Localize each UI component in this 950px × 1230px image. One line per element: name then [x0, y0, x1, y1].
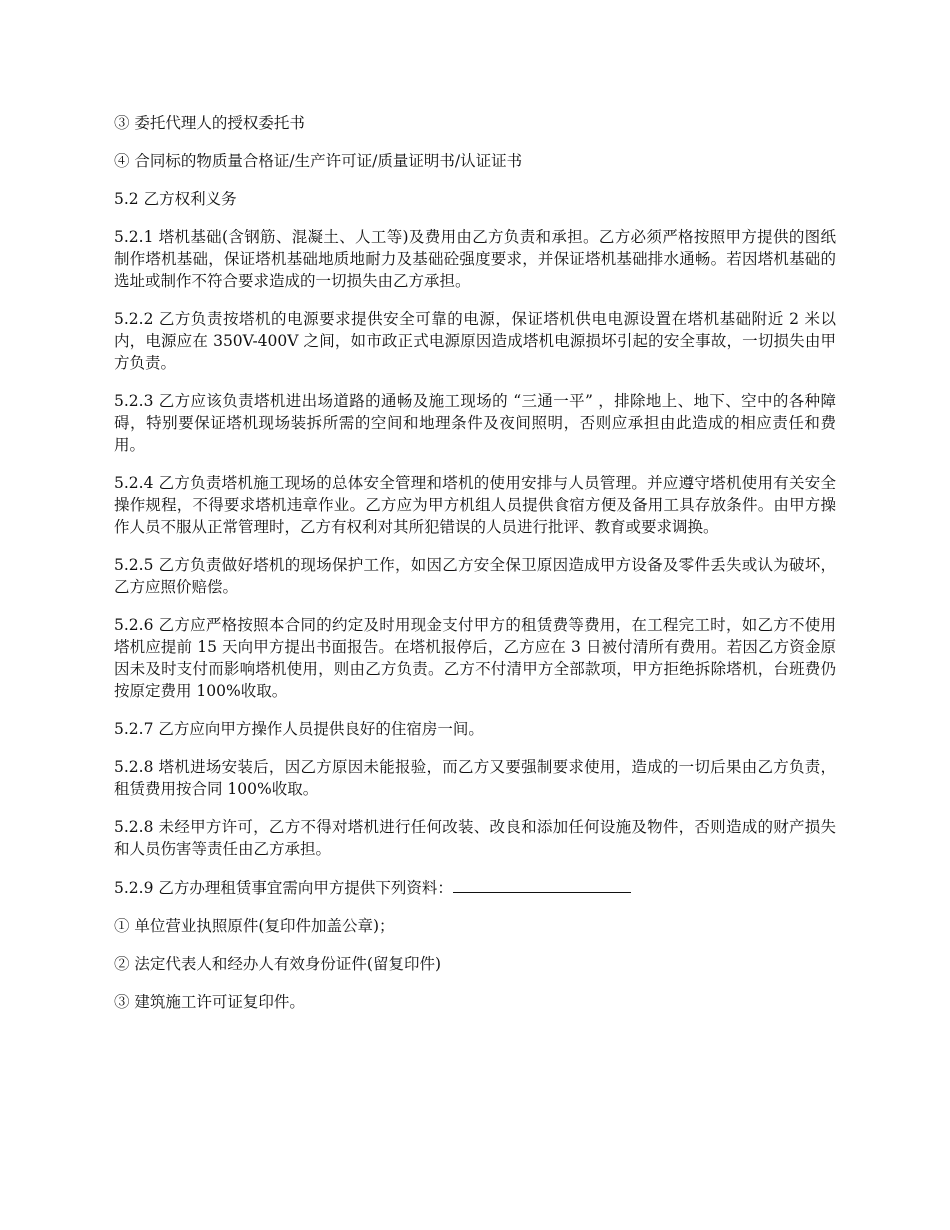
clause-5-2-4: 5.2.4 乙方负责塔机施工现场的总体安全管理和塔机的使用安排与人员管理。并应遵守塔机使用有关安全操作规程，不得要求塔机违章作业。乙方应为甲方机组人员提供食宿方便及备用工具存放条件。由甲方操作人员不服从正常管理时，乙方有权利对其所犯错误的人员进行批评、教育或要求调换。 — [114, 474, 836, 536]
clause-5-2-7: 5.2.7 乙方应向甲方操作人员提供良好的住宿房一间。 — [114, 720, 484, 738]
list-item-business-license: ① 单位营业执照原件(复印件加盖公章)； — [114, 917, 395, 935]
clause-5-2-6: 5.2.6 乙方应严格按照本合同的约定及时用现金支付甲方的租赁费等费用，在工程完工时，如乙方不使用塔机应提前 15 天向甲方提出书面报告。在塔机报停后，乙方应在 3 日被付清所有费用。若因乙方资金原因未及时支付而影响塔机使用，则由乙方负责。乙方不付清甲方全部款项，甲方拒绝拆除塔机，台班费仍按原定费用 100%收取。 — [114, 616, 836, 700]
list-item-construction-permit: ③ 建筑施工许可证复印件。 — [114, 993, 305, 1011]
fill-in-blank-line — [453, 876, 631, 893]
clause-5-2-1: 5.2.1 塔机基础(含钢筋、混凝土、人工等)及费用由乙方负责和承担。乙方必须严格按照甲方提供的图纸制作塔机基础，保证塔机基础地质地耐力及基础砼强度要求，并保证塔机基础排水通畅。若因塔机基础的选址或制作不符合要求造成的一切损失由乙方承担。 — [114, 228, 836, 290]
clause-5-2-8-b: 5.2.8 未经甲方许可，乙方不得对塔机进行任何改装、改良和添加任何设施及物件，否则造成的财产损失和人员伤害等责任由乙方承担。 — [114, 818, 836, 858]
clause-5-2-8-a: 5.2.8 塔机进场安装后，因乙方原因未能报验，而乙方又要强制要求使用，造成的一切后果由乙方负责，租赁费用按合同 100%收取。 — [114, 758, 836, 798]
clause-5-2-5: 5.2.5 乙方负责做好塔机的现场保护工作，如因乙方安全保卫原因造成甲方设备及零件丢失或认为破坏，乙方应照价赔偿。 — [114, 556, 836, 596]
section-heading-5-2: 5.2 乙方权利义务 — [114, 190, 237, 208]
clause-5-2-9 — [114, 876, 836, 899]
clause-5-2-2: 5.2.2 乙方负责按塔机的电源要求提供安全可靠的电源，保证塔机供电电源设置在塔机基础附近 2 米以内，电源应在 350V-400V 之间，如市政正式电源原因造成塔机电源损坏引起的安全事故，一切损失由甲方负责。 — [114, 310, 836, 372]
list-item-authorization: ③ 委托代理人的授权委托书 — [114, 114, 305, 132]
list-item-id-documents: ② 法定代表人和经办人有效身份证件(留复印件) — [114, 955, 442, 973]
list-item-certificates: ④ 合同标的物质量合格证/生产许可证/质量证明书/认证证书 — [114, 152, 523, 170]
document-body — [114, 112, 836, 1029]
clause-5-2-9-text: 5.2.9 乙方办理租赁事宜需向甲方提供下列资料： — [114, 879, 453, 897]
clause-5-2-3: 5.2.3 乙方应该负责塔机进出场道路的通畅及施工现场的 “三通一平” ，排除地上、地下、空中的各种障碍，特别要保证塔机现场装拆所需的空间和地理条件及夜间照明，否则应承担由此造成的相应责任和费用。 — [114, 392, 836, 454]
